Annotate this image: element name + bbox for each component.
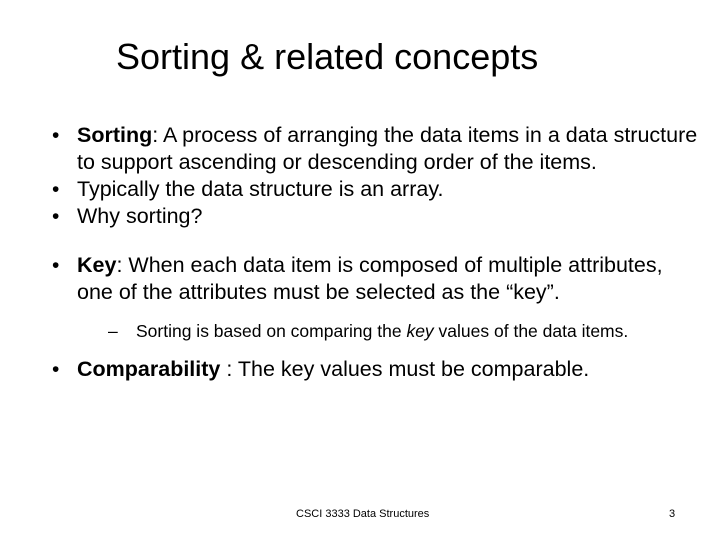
bullet-text: Why sorting? xyxy=(77,204,203,228)
bullet-icon: • xyxy=(52,124,60,147)
bullet-text: : When each data item is composed of multiple attributes, one of the attributes must be selected as the “key”. xyxy=(77,253,663,304)
bullet-icon: • xyxy=(52,205,60,228)
bullet-typically xyxy=(52,176,702,203)
bullet-text: : A process of arranging the data items in a data structure to support ascending or descending order of the items. xyxy=(77,123,698,174)
sub-bullet-icon: – xyxy=(108,321,118,341)
bullet-key xyxy=(52,252,702,306)
bullet-term: Comparability xyxy=(77,357,221,381)
bullet-icon: • xyxy=(52,254,60,277)
bullet-comparability xyxy=(52,356,702,383)
sub-bullet-text: Sorting is based on comparing the xyxy=(136,321,407,341)
bullet-term: Sorting xyxy=(77,123,153,147)
bullet-text: : The key values must be comparable. xyxy=(220,357,590,381)
slide-body xyxy=(52,122,702,383)
sub-bullet-key-sorting xyxy=(108,320,676,342)
slide-title: Sorting & related concepts xyxy=(116,36,539,77)
bullet-icon: • xyxy=(52,178,60,201)
sub-bullet-text-end: values of the data items. xyxy=(433,321,629,341)
sub-bullet-emphasis: key xyxy=(406,321,434,341)
slide-footer: CSCI 3333 Data Structures xyxy=(296,508,430,520)
slide-page-number: 3 xyxy=(669,508,676,520)
bullet-why-sorting xyxy=(52,203,702,230)
bullet-text: Typically the data structure is an array. xyxy=(77,177,444,201)
bullet-term: Key xyxy=(77,253,117,277)
bullet-sorting xyxy=(52,122,702,176)
bullet-icon: • xyxy=(52,358,60,381)
